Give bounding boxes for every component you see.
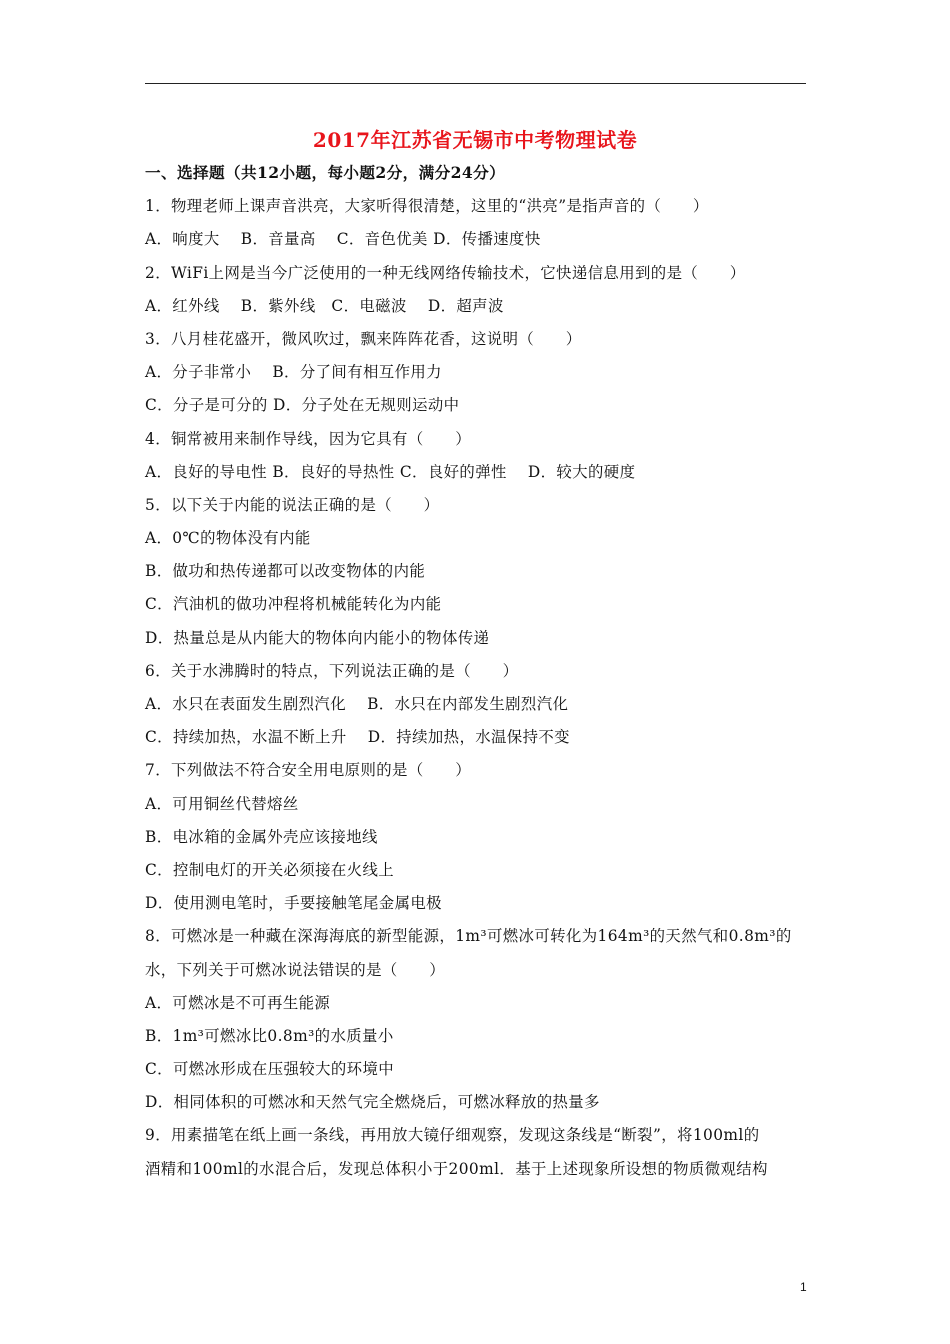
q7-option-c: C．控制电灯的开关必须接在火线上 bbox=[145, 860, 395, 879]
page-number: 1 bbox=[800, 1280, 807, 1294]
q5-stem: 5．以下关于内能的说法正确的是（ ） bbox=[145, 495, 440, 514]
q8-stem-line1: 8．可燃冰是一种藏在深海海底的新型能源，1m³可燃冰可转化为164m³的天然气和0.8m³的 bbox=[145, 927, 792, 946]
q3-options-cd: C．分子是可分的 D．分子处在无规则运动中 bbox=[145, 396, 460, 415]
q5-option-d: D．热量总是从内能大的物体向内能小的物体传递 bbox=[145, 628, 490, 647]
q7-stem: 7．下列做法不符合安全用电原则的是（ ） bbox=[145, 761, 472, 780]
q7-option-a: A．可用铜丝代替熔丝 bbox=[145, 794, 299, 813]
q8-option-c: C．可燃冰形成在压强较大的环境中 bbox=[145, 1060, 395, 1079]
q7-option-d: D．使用测电笔时，手要接触笔尾金属电极 bbox=[145, 894, 442, 913]
q4-stem: 4．铜常被用来制作导线，因为它具有（ ） bbox=[145, 429, 472, 448]
section-heading: 一、选择题（共12小题，每小题2分，满分24分） bbox=[145, 163, 506, 182]
question-list bbox=[145, 160, 806, 1189]
q4-options: A．良好的导电性 B．良好的导热性 C．良好的弹性 D．较大的硬度 bbox=[145, 462, 636, 481]
q1-options: A．响度大 B．音量高 C．音色优美 D．传播速度快 bbox=[145, 230, 541, 249]
q8-stem-line2: 水，下列关于可燃冰说法错误的是（ ） bbox=[145, 960, 446, 979]
q1-stem: 1．物理老师上课声音洪亮，大家听得很清楚，这里的“洪亮”是指声音的（ ） bbox=[145, 197, 709, 216]
q8-option-a: A．可燃冰是不可再生能源 bbox=[145, 993, 331, 1012]
q5-option-b: B．做功和热传递都可以改变物体的内能 bbox=[145, 562, 426, 581]
q7-option-b: B．电冰箱的金属外壳应该接地线 bbox=[145, 827, 378, 846]
q8-option-b: B．1m³可燃冰比0.8m³的水质量小 bbox=[145, 1026, 394, 1045]
q5-option-a: A．0℃的物体没有内能 bbox=[145, 529, 311, 548]
q3-stem: 3．八月桂花盛开，微风吹过，飘来阵阵花香，这说明（ ） bbox=[145, 329, 582, 348]
q2-options: A．红外线 B．紫外线 C．电磁波 D．超声波 bbox=[145, 296, 504, 315]
q8-option-d: D．相同体积的可燃冰和天然气完全燃烧后，可燃冰释放的热量多 bbox=[145, 1093, 600, 1112]
q9-stem-line1: 9．用素描笔在纸上画一条线，再用放大镜仔细观察，发现这条线是“断裂”，将100ml的 bbox=[145, 1126, 760, 1145]
q3-options-ab: A．分子非常小 B．分了间有相互作用力 bbox=[145, 363, 442, 382]
q2-stem: 2．WiFi上网是当今广泛使用的一种无线网络传输技术，它快递信息用到的是（ ） bbox=[145, 263, 746, 282]
q9-stem-line2: 酒精和100ml的水混合后，发现总体积小于200ml．基于上述现象所设想的物质微观结构 bbox=[145, 1159, 768, 1178]
q6-options-ab: A．水只在表面发生剧烈汽化 B．水只在内部发生剧烈汽化 bbox=[145, 695, 569, 713]
q6-options-cd: C．持续加热，水温不断上升 D．持续加热，水温保持不变 bbox=[145, 728, 570, 747]
document-title: 2017年江苏省无锡市中考物理试卷 bbox=[312, 128, 638, 152]
header-rule bbox=[145, 83, 806, 84]
q5-option-c: C．汽油机的做功冲程将机械能转化为内能 bbox=[145, 595, 442, 614]
q6-stem: 6．关于水沸腾时的特点，下列说法正确的是（ ） bbox=[145, 661, 519, 680]
